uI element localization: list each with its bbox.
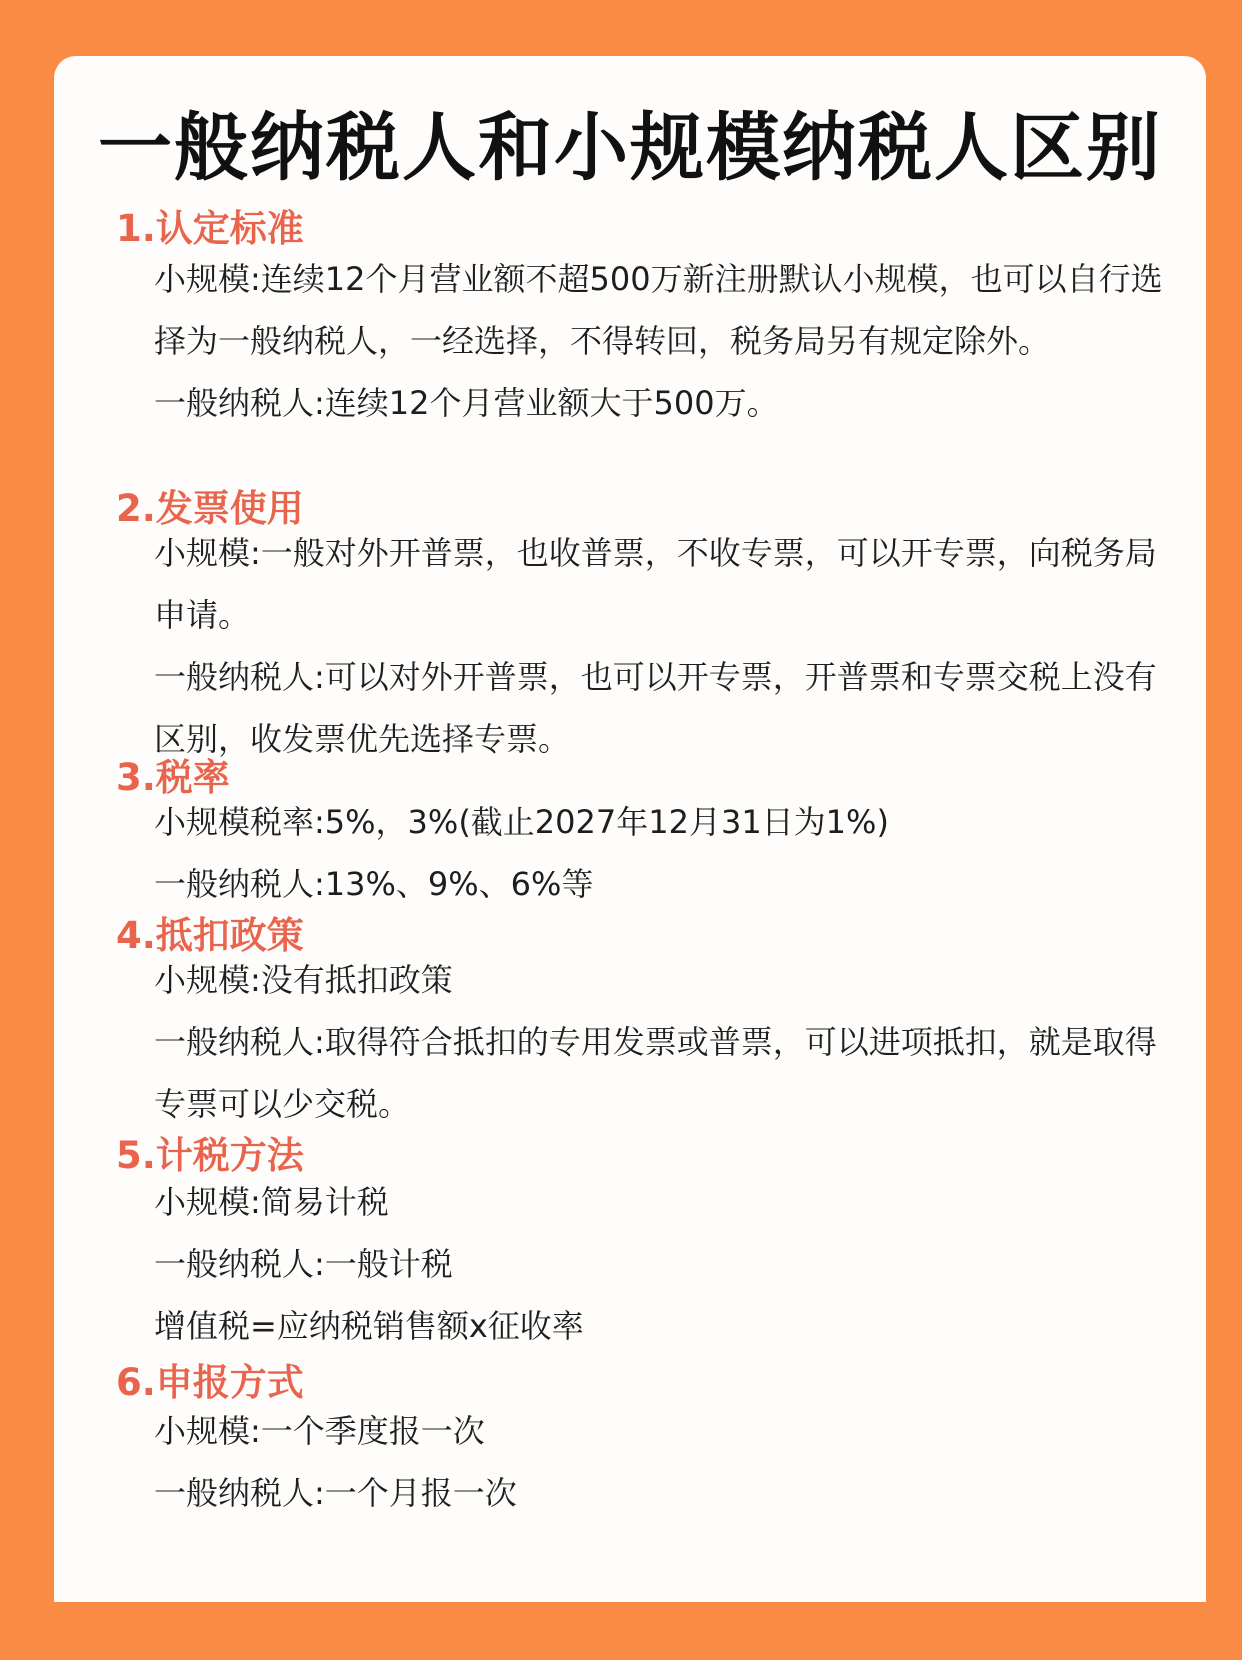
paragraph-general-taxpayer: 一般纳税人:一般计税 (154, 1245, 453, 1283)
section-body (154, 1171, 1174, 1357)
paragraph-small-scale: 小规模:一个季度报一次 (154, 1412, 485, 1450)
page-title: 一般纳税人和小规模纳税人区别 (98, 105, 1162, 191)
paragraph-small-scale: 小规模税率:5%，3%(截止2027年12月31日为1%) (154, 803, 889, 841)
content-card (54, 56, 1206, 1602)
paragraph-small-scale: 小规模:连续12个月营业额不超500万新注册默认小规模，也可以自行选择为一般纳税人，一经选择，不得转回，税务局另有规定除外。 (154, 260, 1163, 360)
section-body (154, 248, 1174, 434)
section-heading: 5.计税方法 (116, 1134, 304, 1177)
paragraph-small-scale: 小规模:简易计税 (154, 1183, 389, 1221)
paragraph-vat-formula: 增值税=应纳税销售额x征收率 (154, 1307, 584, 1345)
section-heading: 4.抵扣政策 (116, 914, 304, 957)
section-body (154, 949, 1174, 1135)
paragraph-small-scale: 小规模:没有抵扣政策 (154, 961, 453, 999)
paragraph-general-taxpayer: 一般纳税人:可以对外开普票，也可以开专票，开普票和专票交税上没有区别，收发票优先选择专票。 (154, 658, 1157, 758)
section-heading: 3.税率 (116, 756, 230, 799)
section-body (154, 522, 1174, 770)
section-heading: 1.认定标准 (116, 207, 304, 250)
paragraph-general-taxpayer: 一般纳税人:13%、9%、6%等 (154, 865, 594, 903)
paragraph-general-taxpayer: 一般纳税人:连续12个月营业额大于500万。 (154, 384, 779, 422)
paragraph-general-taxpayer: 一般纳税人:取得符合抵扣的专用发票或普票，可以进项抵扣，就是取得专票可以少交税。 (154, 1023, 1157, 1123)
section-heading: 2.发票使用 (116, 487, 304, 530)
paragraph-small-scale: 小规模:一般对外开普票，也收普票，不收专票，可以开专票，向税务局申请。 (154, 534, 1157, 634)
section-body (154, 791, 1174, 915)
paragraph-general-taxpayer: 一般纳税人:一个月报一次 (154, 1474, 517, 1512)
section-body (154, 1400, 1174, 1524)
section-heading: 6.申报方式 (116, 1361, 304, 1404)
